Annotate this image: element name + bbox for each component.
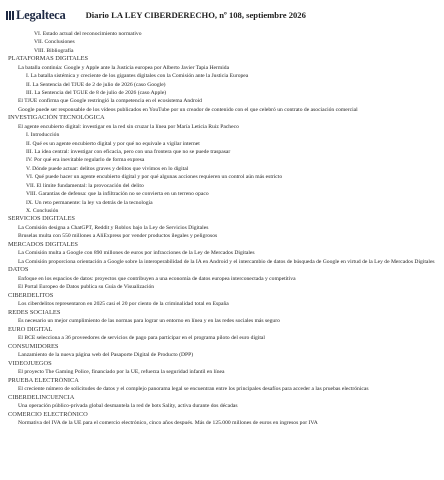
toc-section-heading: PLATAFORMAS DIGITALES — [8, 55, 89, 63]
toc-entry-link[interactable]: III. La idea central: investigar con eficacia, pero con una frontera que no se puede traspasar — [26, 149, 231, 156]
toc-entry-link[interactable]: El proyecto The Gaming Police, financiado por la UE, refuerza la seguridad infantil en línea — [18, 369, 225, 376]
issue-title: Diario LA LEY CIBERDERECHO, nº 108, septiembre 2026 — [85, 10, 306, 20]
toc-entry-link[interactable]: Es necesario un mejor cumplimiento de las normas para lograr un entorno en línea y en las redes sociales más seguro — [18, 318, 280, 325]
toc-entry-link[interactable]: II. La Sentencia del TJUE de 2 de julio de 2026 (caso Google) — [26, 81, 166, 88]
toc-entry-link[interactable]: VIII. Bibliografía — [34, 47, 74, 54]
toc-section-heading: MERCADOS DIGITALES — [8, 240, 78, 248]
toc-entry-link[interactable]: El agente encubierto digital: investigar en la red sin cruzar la línea por María Leticia Ruiz Pacheco — [18, 123, 239, 130]
toc-entry-link[interactable]: VIII. Garantías de defensa: que la infiltración no se convierta en un terreno opaco — [26, 191, 209, 198]
toc-entry-link[interactable]: El Portal Europeo de Datos publica su Guía de Visualización — [18, 284, 155, 291]
toc-entry-link[interactable]: II. Qué es un agente encubierto digital y por qué no equivale a vigilar internet — [26, 140, 200, 147]
brand-name: Legalteca — [16, 7, 66, 22]
toc-entry-link[interactable]: Bruselas multa con 550 millones a AliExpress por vender productos ilegales y peligrosos — [18, 233, 218, 240]
toc-entry-link[interactable]: V. Dónde puede actuar: delitos graves y delitos que vivimos en lo digital — [26, 165, 189, 172]
brand-logo[interactable] — [6, 8, 66, 23]
toc-entry-link[interactable]: IV. Por qué era inevitable regularlo de forma expresa — [26, 157, 145, 164]
toc-section-heading: REDES SOCIALES — [8, 308, 61, 316]
toc-entry-link[interactable]: III. La Sentencia del TGUE de 8 de julio de 2026 (caso Apple) — [26, 90, 167, 97]
toc-entry-link[interactable]: Enfoque en los espacios de datos: proyectos que contribuyen a una economía de datos europea interconectada y competitiva — [18, 275, 296, 282]
toc-entry-link[interactable]: El creciente número de solicitudes de datos y el complejo panorama legal se encuentran entre los principales desafíos para acceder a las pruebas electrónicas — [18, 386, 369, 393]
toc-entry-link[interactable]: VI. Estado actual del reconocimiento normativo — [34, 31, 142, 37]
page-header — [6, 0, 438, 30]
toc-section-heading: EURO DIGITAL — [8, 325, 53, 333]
toc-entry-link[interactable]: VII. El límite fundamental: la provocación del delito — [26, 182, 144, 189]
toc-entry-link[interactable]: Una operación público-privada global desmantela la red de bots Sality, activa durante dos décadas — [18, 403, 238, 410]
toc-entry-link[interactable]: Los ciberdelitos representaron en 2025 casi el 20 por ciento de la criminalidad total en España — [18, 301, 229, 308]
toc-section-heading: INVESTIGACIÓN TECNOLÓGICA — [8, 114, 105, 122]
toc-entry-link[interactable]: X. Conclusión — [26, 207, 59, 214]
toc-section-heading: VIDEOJUEGOS — [8, 359, 52, 367]
toc-entry-link[interactable]: Normativa del IVA de la UE para el comercio electrónico, cinco años después. Más de 125.000 millones de euros en ingresos por IVA — [18, 420, 318, 427]
toc-entry-link[interactable]: La batalla continúa: Google y Apple ante la Justicia europea por Alberto Javier Tapia Hermida — [18, 64, 230, 71]
toc-entry-link[interactable]: El TJUE confirma que Google restringió la competencia en el ecosistema Android — [18, 98, 202, 105]
toc-entry-link[interactable]: El BCE selecciona a 36 proveedores de servicios de pago para participar en el programa piloto del euro digital — [18, 335, 265, 342]
toc-entry-link[interactable]: VII. Conclusiones — [34, 39, 75, 46]
toc-section-heading: DATOS — [8, 266, 29, 274]
toc-entry-link[interactable]: I. Introducción — [26, 132, 60, 139]
toc-entry-link[interactable]: VI. Qué puede hacer un agente encubierto digital y por qué algunas acciones requieren un control aún más estricto — [26, 174, 283, 181]
toc-entry-link[interactable]: Google puede ser responsable de los vídeos publicados en YouTube por un creador de contenido con el que celebró un contrato de asociación comercial — [18, 106, 358, 113]
toc-entry-link[interactable]: IX. Un reto permanente: la ley va detrás de la tecnología — [26, 199, 153, 206]
toc-section-heading: CIBERDELINCUENCIA — [8, 393, 75, 401]
toc-entry-link[interactable]: La Comisión multa a Google con 890 millones de euros por infracciones de la Ley de Mercados Digitales — [18, 250, 255, 257]
toc-section-heading: CIBERDELITOS — [8, 291, 54, 299]
toc-entry-link[interactable]: Lanzamiento de la nueva página web del Pasaporte Digital de Producto (DPP) — [18, 352, 194, 359]
toc-section-heading: COMERCIO ELECTRÓNICO — [8, 410, 88, 418]
toc-section-heading: PRUEBA ELECTRÓNICA — [8, 376, 79, 384]
toc-entry-link[interactable]: La Comisión designa a ChatGPT, Reddit y Roblox bajo la Ley de Servicios Digitales — [18, 224, 209, 231]
toc-entry-link[interactable]: La Comisión proporciona orientación a Google sobre la interoperabilidad de la IA en Android y el intercambio de datos de búsqueda de Google en virtud de la Ley de Mercados Digitales — [18, 258, 435, 265]
toc-entry-link[interactable]: I. La batalla sistémica y creciente de los gigantes digitales con la Comisión ante la Justicia Europea — [26, 73, 249, 80]
table-of-contents — [6, 30, 438, 428]
toc-section-heading: CONSUMIDORES — [8, 342, 59, 350]
logo-bars-icon — [6, 11, 14, 20]
toc-section-heading: SERVICIOS DIGITALES — [8, 215, 75, 223]
